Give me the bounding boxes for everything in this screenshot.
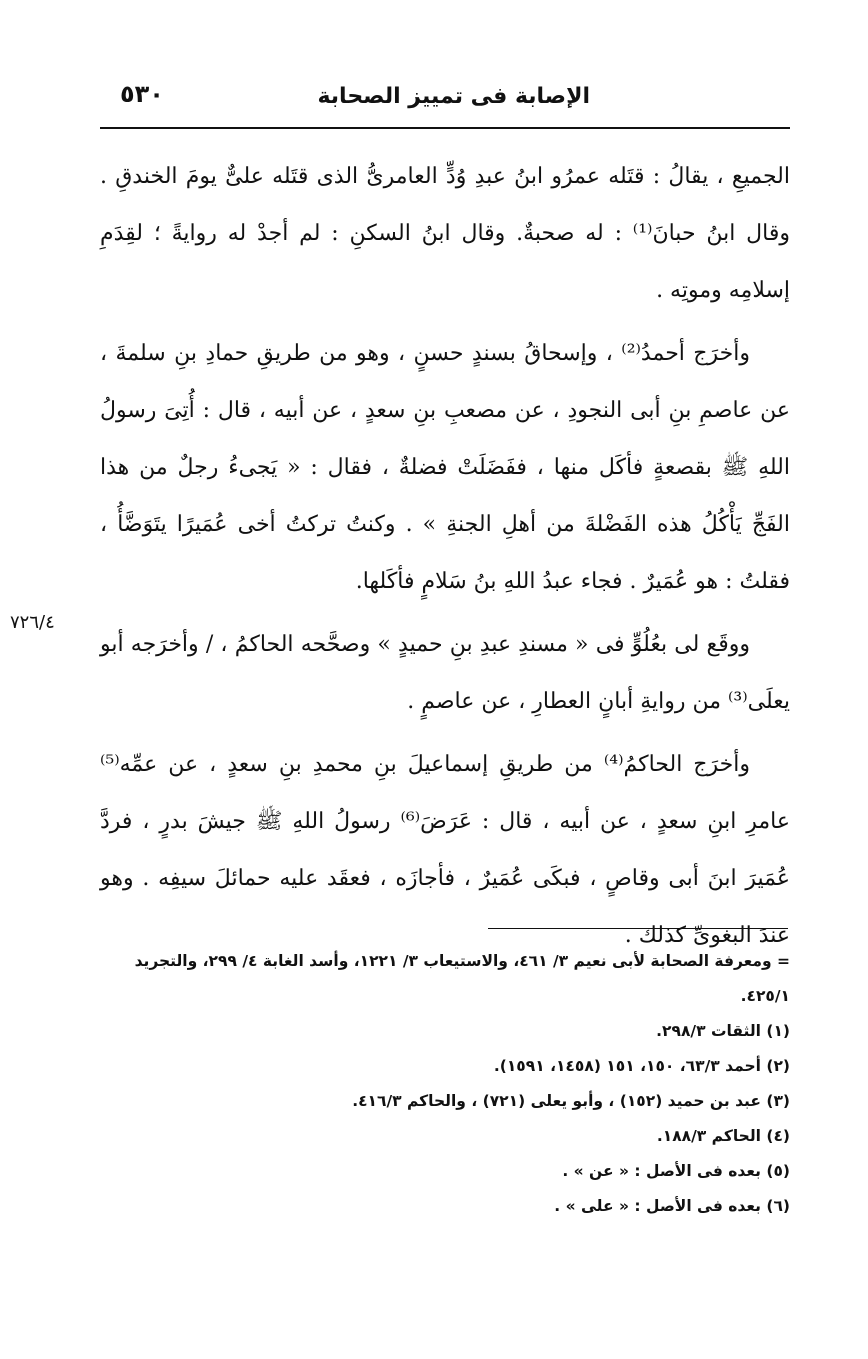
page-header [100,80,790,120]
paragraph: وأخرَج الحاكمُ⁽⁴⁾ من طريقِ إسماعيلَ بنِ محمدِ بنِ سعدٍ ، عن عمِّه⁽⁵⁾ عامرِ ابنِ سعدٍ ، عن أبيه ، قال : عَرَضَ⁽⁶⁾ رسولُ اللهِ ﷺ جيشَ بدرٍ ، فردَّ عُمَيرَ ابنَ أبى وقاصٍ ، فبكَى عُمَيرٌ ، فأجازَه ، فعقَد عليه حمائلَ سيفِه . وهو عندَ البغوىِّ كذلك . [100,752,790,948]
paragraph: ووقَع لى بعُلُوٍّ فى « مسندِ عبدِ بنِ حميدٍ » وصحَّحه الحاكمُ ، / وأخرَجه أبو يعلَى⁽³⁾ من روايةِ أبانٍ العطارِ ، عن عاصمٍ . [100,632,790,714]
footnote: (٣) عبد بن حميد (١٥٢) ، وأبو يعلى (٧٢١) ، والحاكم ٤١٦/٣. [352,1092,790,1110]
footnotes [100,944,790,1224]
paragraph: وأخرَج أحمدُ⁽²⁾ ، وإسحاقُ بسندٍ حسنٍ ، وهو من طريقِ حمادِ بنِ سلمةَ ، عن عاصمِ بنِ أبى النجودِ ، عن مصعبِ بنِ سعدٍ ، عن أبيه ، قال : أُتِىَ رسولُ اللهِ ﷺ بقصعةٍ فأكَل منها ، ففَضَلَتْ فضلةٌ ، فقال : « يَجىءُ رجلٌ من هذا الفَجِّ يَأْكُلُ هذه الفَضْلةَ من أهلِ الجنةِ » . وكنتُ تركتُ أخى عُمَيرًا يتَوَضَّأُ ، فقلتُ : هو عُمَيرٌ . فجاء عبدُ اللهِ بنُ سَلامٍ فأكَلها. [100,341,790,594]
header-rule [100,127,790,129]
page-title: الإصابة فى تمييز الصحابة [317,84,590,109]
footnote: (٦) بعده فى الأصل : « على » . [554,1197,790,1215]
margin-note: ٧٢٦/٤ [10,612,55,633]
footnote: (٤) الحاكم ١٨٨/٣. [656,1127,790,1145]
body-text [100,148,790,964]
footnote: = ومعرفة الصحابة لأبى نعيم ٣/ ٤٦١، والاستيعاب ٣/ ١٢٢١، وأسد الغابة ٤/ ٢٩٩، والتجريد ٤٢٥/١. [134,952,790,1005]
footnote: (١) الثقات ٢٩٨/٣. [656,1022,790,1040]
footnote: (٢) أحمد ٦٣/٣، ١٥٠، ١٥١ (١٤٥٨، ١٥٩١). [493,1057,790,1075]
paragraph: الجميعِ ، يقالُ : قتَله عمرُو ابنُ عبدِ وُدٍّ العامرىُّ الذى قتَله علىٌّ يومَ الخندقِ . وقال ابنُ حبانَ⁽¹⁾ : له صحبةٌ. وقال ابنُ السكنِ : لم أجدْ له روايةً ؛ لقِدَمِ إسلامِه وموتِه . [100,164,790,303]
footnote: (٥) بعده فى الأصل : « عن » . [562,1162,790,1180]
footnote-rule [488,928,788,929]
page-number: ٥٣٠ [120,80,164,108]
